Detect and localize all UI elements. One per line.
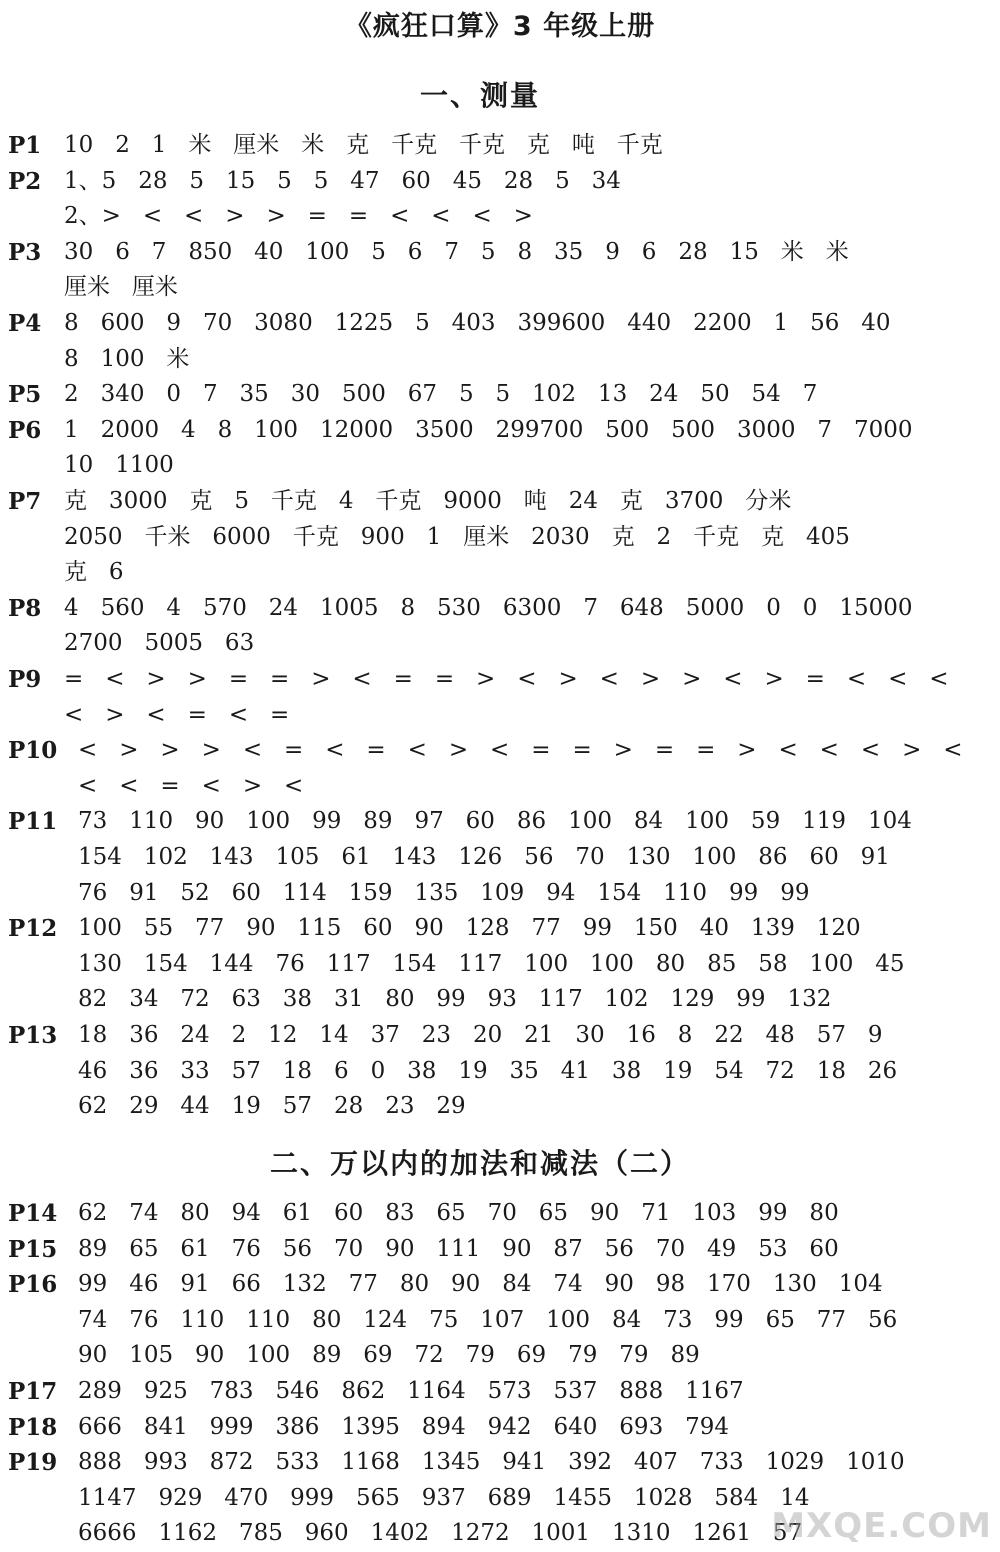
answer-line: 82 34 72 63 38 31 80 99 93 117 102 129 99 132 xyxy=(78,986,832,1013)
page-label: P17 xyxy=(8,1378,58,1405)
answer-lines xyxy=(64,662,993,733)
answer-line: 89 65 61 76 56 70 90 111 90 87 56 70 49 53 60 xyxy=(78,1235,839,1262)
answer-line: 1147 929 470 999 565 937 689 1455 1028 584 14 xyxy=(78,1484,810,1511)
page-label: P6 xyxy=(8,416,42,444)
answer-row xyxy=(8,1232,993,1268)
answer-line: 90 105 90 100 89 69 72 79 69 79 79 89 xyxy=(78,1342,700,1369)
answer-line: 6666 1162 785 960 1402 1272 1001 1310 1261 57 xyxy=(78,1520,803,1547)
answer-lines xyxy=(64,484,993,591)
answer-row xyxy=(8,1267,993,1374)
answer-row xyxy=(8,1374,993,1410)
page-label: P8 xyxy=(8,594,42,622)
section-title-measurement: 一、测量 xyxy=(419,79,540,112)
answer-line: 4 560 4 570 24 1005 8 530 6300 7 648 5000 0 0 15000 xyxy=(64,594,913,621)
answer-line: 74 76 110 110 80 124 75 107 100 84 73 99 65 77 56 xyxy=(78,1306,898,1333)
answer-row xyxy=(8,733,993,804)
page-label: P4 xyxy=(8,310,42,337)
page-label: P1 xyxy=(8,132,42,159)
answer-lines xyxy=(78,1267,993,1374)
answer-line: 30 6 7 850 40 100 5 6 7 5 8 35 9 6 28 15 米 米 xyxy=(64,238,849,265)
answer-row xyxy=(8,662,993,733)
answer-line: = < > > = = > < = = > < > < > > < > = < < < xyxy=(64,666,949,692)
answer-line: 62 29 44 19 57 28 23 29 xyxy=(78,1093,466,1120)
answer-line: 克 3000 克 5 千克 4 千克 9000 吨 24 克 3700 分米 xyxy=(64,488,792,514)
answer-lines xyxy=(78,1018,993,1125)
answer-row xyxy=(8,413,993,484)
answer-lines xyxy=(64,128,993,164)
answer-row xyxy=(8,164,993,235)
answer-lines xyxy=(78,733,993,804)
page-title: 《疯狂口算》3 年级上册 xyxy=(344,11,656,42)
answer-line: 130 154 144 76 117 154 117 100 100 80 85 58 100 45 xyxy=(78,950,905,977)
answer-line: 2 340 0 7 35 30 500 67 5 5 102 13 24 50 54 7 xyxy=(64,381,818,408)
page-label: P12 xyxy=(8,915,58,943)
answer-line: 8 600 9 70 3080 1225 5 403 399600 440 2200 1 56 40 xyxy=(64,310,891,336)
answer-lines xyxy=(64,377,993,413)
answer-line: 1、5 28 5 15 5 5 47 60 45 28 5 34 xyxy=(64,167,621,194)
answer-row xyxy=(8,1410,993,1446)
answer-lines xyxy=(78,911,993,1018)
answer-row xyxy=(8,911,993,1018)
page-label: P10 xyxy=(8,737,58,765)
answer-line: 厘米 厘米 xyxy=(64,274,178,301)
answer-lines xyxy=(64,413,993,484)
answer-line: 8 100 米 xyxy=(64,345,190,372)
answer-line: 2700 5005 63 xyxy=(64,630,255,657)
page-label: P3 xyxy=(8,238,42,266)
answer-row xyxy=(8,1196,993,1232)
answer-row xyxy=(8,484,993,591)
answer-line: 10 1100 xyxy=(64,452,174,479)
answer-line: 62 74 80 94 61 60 83 65 70 65 90 71 103 99 80 xyxy=(78,1200,839,1226)
answer-row xyxy=(8,591,993,662)
answer-lines xyxy=(78,804,993,911)
answer-row xyxy=(8,804,993,911)
page-label: P18 xyxy=(8,1413,58,1441)
page-label: P2 xyxy=(8,167,42,195)
answer-line: 2、> < < > > = = < < < > xyxy=(64,203,533,230)
answer-line: 10 2 1 米 厘米 米 克 千克 千克 克 吨 千克 xyxy=(64,132,663,158)
page-label: P9 xyxy=(8,666,42,693)
page-label: P7 xyxy=(8,488,42,515)
answer-line: 克 6 xyxy=(64,559,124,586)
answer-row xyxy=(8,306,993,377)
section-title-addition-subtraction: 二、万以内的加法和减法（二） xyxy=(269,1147,690,1180)
answer-lines xyxy=(64,164,993,235)
answer-line: < > < = < = xyxy=(64,701,290,728)
answer-line: 18 36 24 2 12 14 37 23 20 21 30 16 8 22 48 57 9 xyxy=(78,1022,883,1048)
page-label: P16 xyxy=(8,1271,58,1299)
answer-lines xyxy=(78,1196,993,1232)
answer-line: < < = < > < xyxy=(78,772,304,799)
watermark-logo: MXQE.COM xyxy=(771,1506,992,1546)
answer-row xyxy=(8,128,993,164)
page-label: P5 xyxy=(8,381,42,409)
page-label: P13 xyxy=(8,1022,58,1049)
page-label: P14 xyxy=(8,1200,58,1227)
answer-line: 666 841 999 386 1395 894 942 640 693 794 xyxy=(78,1413,730,1440)
page-label: P15 xyxy=(8,1235,58,1263)
answer-line: 289 925 783 546 862 1164 573 537 888 1167 xyxy=(78,1378,744,1404)
answer-lines xyxy=(64,591,993,662)
answer-row xyxy=(8,235,993,306)
answer-lines xyxy=(78,1410,993,1446)
answer-line: 99 46 91 66 132 77 80 90 84 74 90 98 170 130 104 xyxy=(78,1271,883,1298)
answer-line: < > > > < = < = < > < = = > = = > < < < > < xyxy=(78,737,963,764)
answer-line: 73 110 90 100 99 89 97 60 86 100 84 100 59 119 104 xyxy=(78,808,912,835)
answer-line: 154 102 143 105 61 143 126 56 70 130 100 86 60 91 xyxy=(78,843,890,870)
answer-lines xyxy=(78,1374,993,1410)
answer-lines xyxy=(64,306,993,377)
answer-line: 1 2000 4 8 100 12000 3500 299700 500 500 3000 7 7000 xyxy=(64,416,913,443)
page-label: P11 xyxy=(8,808,58,836)
answer-line: 46 36 33 57 18 6 0 38 19 35 41 38 19 54 72 18 26 xyxy=(78,1057,898,1084)
answer-line: 100 55 77 90 115 60 90 128 77 99 150 40 139 120 xyxy=(78,915,861,942)
answer-row xyxy=(8,377,993,413)
page-label: P19 xyxy=(8,1449,58,1477)
answer-lines xyxy=(64,235,993,306)
answer-lines xyxy=(78,1232,993,1268)
answer-line: 888 993 872 533 1168 1345 941 392 407 733 1029 1010 xyxy=(78,1449,905,1476)
answer-row xyxy=(8,1018,993,1125)
answer-line: 76 91 52 60 114 159 135 109 94 154 110 99 99 xyxy=(78,879,810,906)
answer-line: 2050 千米 6000 千克 900 1 厘米 2030 克 2 千克 克 405 xyxy=(64,523,850,550)
